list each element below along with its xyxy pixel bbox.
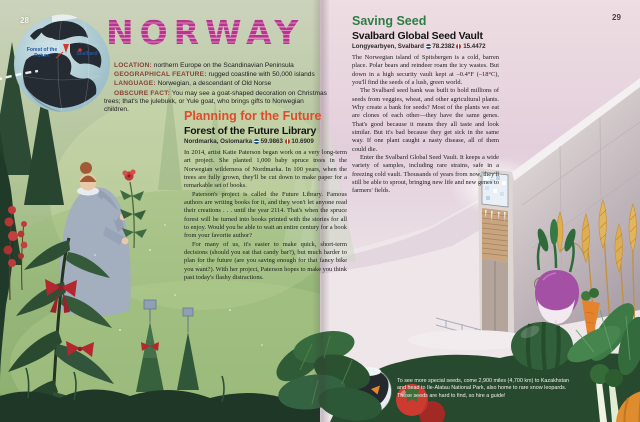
fact-location (104, 62, 328, 70)
country-title: NORWAY (106, 13, 305, 52)
article-paragraph: Paterson's project is called the Future Library. Famous authors are writing books for it, and they won't let anyone read their creations . . . until the year 2114. That's when the spruce forest will be turned into books printed with the stories for all to enjoy. Would you be able to wait an entire century for a book from your favorite author? (184, 190, 347, 240)
latitude-icon (254, 139, 259, 144)
fact-text: northern Europe on the Scandinavian Peninsula (153, 62, 294, 69)
location-text: Nordmarka, Oslomarka (184, 138, 253, 145)
fact-text: rugged coastline with 50,000 islands (208, 71, 315, 79)
watermelon (511, 322, 573, 370)
longitude-value: 10.6909 (291, 138, 314, 145)
fact-text: You may see a goat-shaped decoration on Christmas trees; that's the julebukk, or Yule goat, who brings gifts to Norwegian children. (104, 89, 327, 114)
article-kicker: Planning for the Future (184, 109, 322, 123)
article-location-line (352, 43, 499, 50)
travel-note: To see more special seeds, come 2,900 miles (4,700 km) to Kazakhstan and head to Ile-Alatau National Park, also home to rare snow leopards. These seeds are hard to find, so hire a guide! (397, 378, 569, 399)
longitude-icon (456, 44, 461, 49)
left-article (184, 109, 347, 282)
article-paragraph: For many of us, it's easier to make quick, short-term decisions (should you eat that candy bar?), but much harder to plan for the future (are you saving enough for that fancy bike you want?). With her project, Paterson hopes to make you think past today's flashy distractions. (184, 240, 347, 281)
article-heading: Forest of the Future Library (184, 125, 317, 137)
globe-label-svalbard: Svalbard (76, 51, 98, 57)
fact-label: OBSCURE FACT: (114, 89, 171, 97)
latitude-value: 59.9863 (260, 138, 283, 145)
location-text: Longyearbyen, Svalbard (352, 43, 424, 50)
article-heading: Svalbard Global Seed Vault (352, 30, 483, 42)
country-facts (104, 62, 328, 115)
article-kicker: Saving Seed (352, 14, 427, 28)
latitude-icon (426, 44, 431, 49)
fact-geographical-feature (104, 71, 328, 79)
article-paragraph: The Norwegian island of Spitsbergen is a cold, barren place. Polar bears and reindeer roam the icy wastes. But down in a high security vault kept at –0.4°F (–18°C), you'll find the seeds of a lush, green world. (352, 54, 499, 86)
latitude-value: 78.2382 (432, 43, 455, 50)
fact-label: LANGUAGE: (114, 80, 156, 88)
article-paragraph: The Svalbard seed bank was built to hold millions of seeds from veggies, wheat, and other agricultural plants. Why create a bank for seeds? Most of the plants we eat are clones of each other—they have the same genes. That's good because it means they all taste and look similar. But it's bad because they get sick in the same way. If one plant caught a nasty disease, all of them could die. (352, 87, 499, 153)
fact-text: Norwegian, a descendant of Old Norse (157, 80, 272, 88)
page-number-right: 29 (612, 13, 621, 22)
page-number-left: 28 (20, 16, 29, 25)
article-location-line (184, 138, 347, 145)
fact-language (104, 80, 328, 88)
article-paragraph: Enter the Svalbard Global Seed Vault. It keeps a wide variety of samples, including rare strains, safe in a freezing cold vault. Thousands of years from now, they'll still be able to sprout, bringing new life and new genes to farmers' fields. (352, 153, 499, 195)
fact-label: GEOGRAPHICAL FEATURE: (114, 71, 207, 79)
globe-label-forest-of-the-future: Forest of the Future (26, 47, 58, 59)
article-paragraph: In 2014, artist Katie Paterson began work on a very long-term art project. She planted 1,000 baby spruce trees in the Norwegian wilderness of Nordmarka. In 100 years, when the trees are fully grown, they'll be cut down to make paper for a remarkable set of books. (184, 149, 347, 190)
right-article (352, 14, 499, 196)
fact-label: LOCATION: (114, 62, 152, 69)
longitude-icon (285, 139, 290, 144)
longitude-value: 15.4472 (463, 43, 486, 50)
